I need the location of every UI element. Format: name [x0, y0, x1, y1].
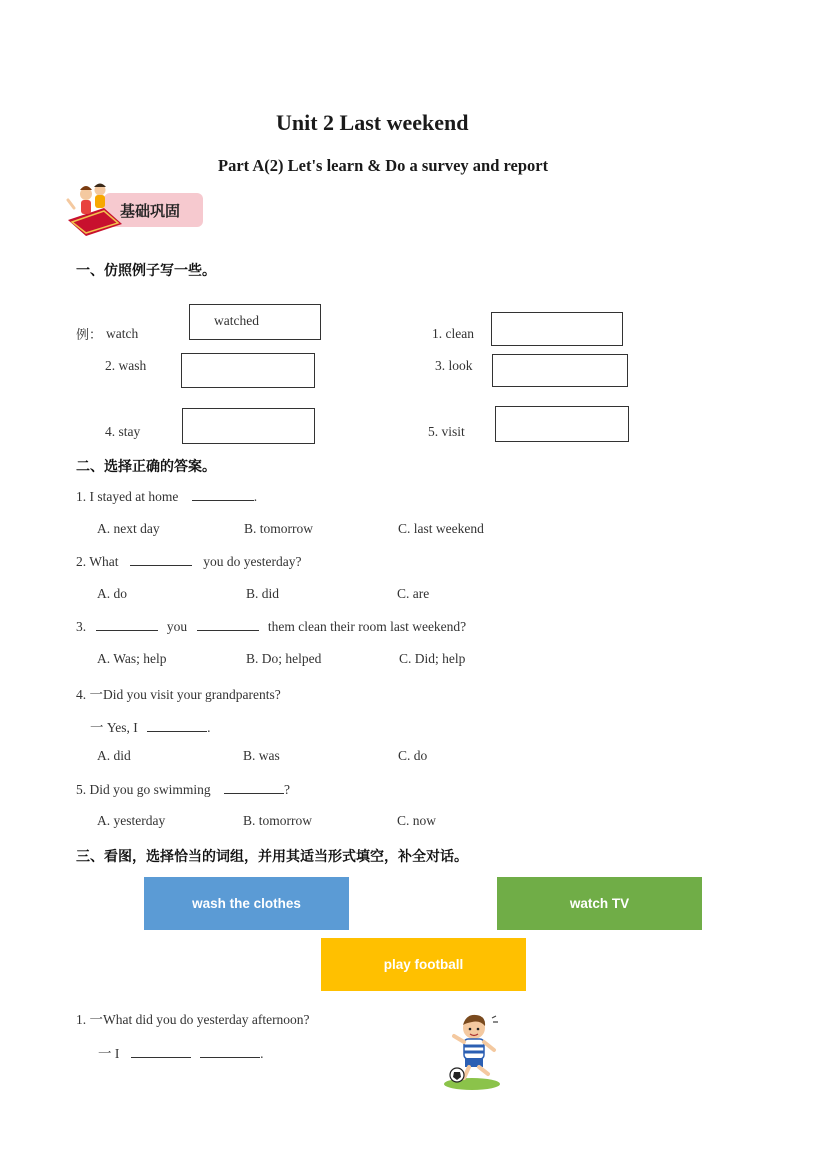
dialog-1-question: 1. 一What did you do yesterday afternoon? [76, 1012, 310, 1027]
q5-option-a[interactable]: A. yesterday [97, 813, 166, 828]
q1-option-b[interactable]: B. tomorrow [244, 521, 313, 536]
question-5-end: ? [284, 782, 291, 797]
question-5-text: 5. Did you go swimming [76, 782, 211, 797]
question-4-line-2 [90, 716, 211, 736]
question-2-end: you do yesterday? [203, 554, 302, 569]
example-answer-box [189, 304, 321, 340]
question-4-end: . [207, 720, 211, 735]
section-3-heading: 三、看图，选择恰当的词组，并用其适当形式填空，补全对话。 [76, 849, 468, 865]
question-3-blank-2[interactable] [197, 618, 259, 631]
item-stay-answer-box[interactable] [182, 408, 315, 444]
question-2-text: 2. What [76, 554, 119, 569]
item-clean-answer-box[interactable] [491, 312, 623, 346]
section-1-heading: 一、仿照例子写一些。 [76, 263, 216, 279]
question-3-blank-1[interactable] [96, 618, 158, 631]
question-5 [76, 781, 290, 798]
q2-option-c[interactable]: C. are [397, 586, 430, 601]
item-look-answer-box[interactable] [492, 354, 628, 387]
q4-option-c[interactable]: C. do [398, 748, 428, 763]
question-1-blank[interactable] [192, 488, 254, 501]
example-word: watch [106, 326, 139, 341]
phrase-card-play-football[interactable]: play football [321, 938, 526, 991]
question-1-text: 1. I stayed at home [76, 489, 179, 504]
question-1-end: . [253, 489, 258, 504]
dialog-1-answer-prefix: 一 I [98, 1046, 120, 1061]
question-2-blank[interactable] [130, 553, 192, 566]
example-label: 例： [76, 328, 103, 343]
phrase-card-wash-the-clothes[interactable]: wash the clothes [144, 877, 349, 930]
q5-option-b[interactable]: B. tomorrow [243, 813, 312, 828]
q2-option-b[interactable]: B. did [246, 586, 280, 601]
q4-option-a[interactable]: A. did [97, 748, 131, 763]
badge-label: 基础巩固 [120, 202, 181, 220]
question-5-blank[interactable] [224, 781, 284, 794]
q3-option-a[interactable]: A. Was; help [97, 651, 167, 666]
q1-option-a[interactable]: A. next day [97, 521, 160, 536]
q5-option-c[interactable]: C. now [397, 813, 437, 828]
page-title: Unit 2 Last weekend [276, 110, 469, 135]
item-visit-label: 5. visit [428, 424, 465, 439]
item-visit-answer-box[interactable] [495, 406, 629, 442]
question-3-end: them clean their room last weekend? [267, 619, 467, 634]
section-2-heading: 二、选择正确的答案。 [76, 459, 216, 475]
question-4-blank[interactable] [147, 719, 207, 732]
example-answer: watched [214, 313, 259, 328]
question-3 [76, 618, 466, 635]
q1-option-c[interactable]: C. last weekend [398, 521, 484, 536]
q3-option-c[interactable]: C. Did; help [399, 651, 466, 666]
page-subtitle: Part A(2) Let's learn & Do a survey and report [218, 156, 549, 175]
q4-option-b[interactable]: B. was [243, 748, 280, 763]
item-stay-label: 4. stay [105, 424, 141, 439]
phrase-card-watch-tv[interactable]: watch TV [497, 877, 702, 930]
question-3-mid: you [166, 619, 188, 634]
question-4-answer-prefix: 一 Yes, I [90, 720, 138, 735]
dialog-1-blank-2[interactable] [200, 1045, 260, 1058]
item-look-label: 3. look [435, 358, 473, 373]
item-clean-label: 1. clean [432, 326, 474, 341]
flying-carpet-kids-icon [64, 178, 126, 238]
q2-option-a[interactable]: A. do [97, 586, 127, 601]
question-2 [76, 553, 301, 570]
item-wash-label: 2. wash [105, 358, 147, 373]
item-wash-answer-box[interactable] [181, 353, 315, 388]
q3-option-b[interactable]: B. Do; helped [246, 651, 322, 666]
question-4-line-1: 4. 一Did you visit your grandparents? [76, 687, 281, 702]
boy-playing-football-icon [442, 1012, 504, 1092]
dialog-1-answer [98, 1042, 264, 1062]
dialog-1-blank-1[interactable] [131, 1045, 191, 1058]
dialog-1-answer-end: . [260, 1046, 264, 1061]
question-3-number: 3. [76, 619, 87, 634]
question-1 [76, 488, 257, 505]
